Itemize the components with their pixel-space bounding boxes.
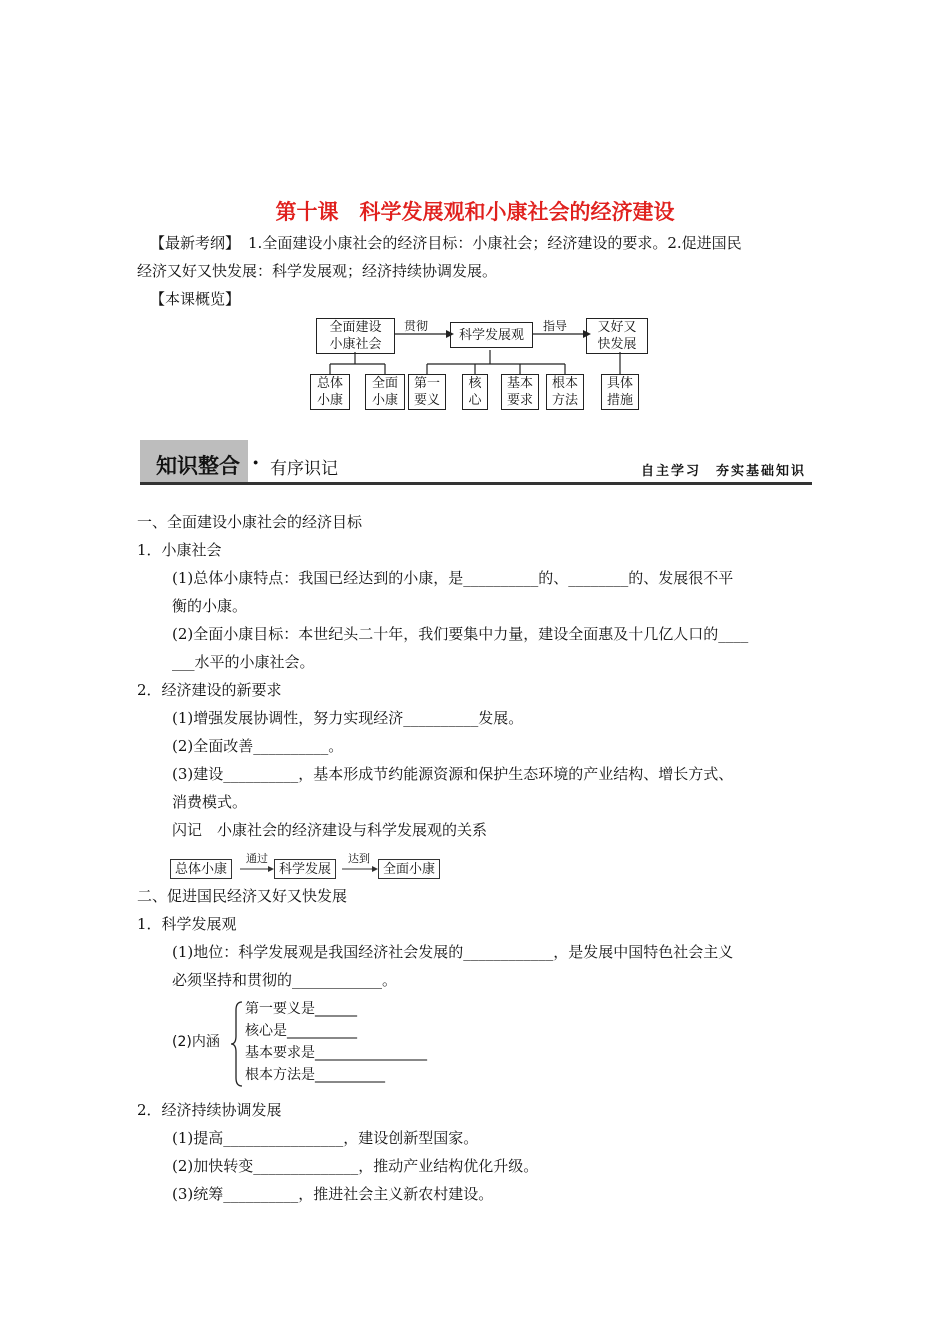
section-banner xyxy=(140,440,812,488)
section1-r3a: (3)建设__________，基本形成节约能源资源和保护生态环境的产业结构、增长方式、 xyxy=(172,765,734,783)
banner-right-text: 自主学习 夯实基础知识 xyxy=(640,464,806,479)
connotation-item-3: 基本要求是________________ xyxy=(245,1045,427,1061)
overview-label: 【本课概览】 xyxy=(150,290,241,308)
section1-p2b: ___水平的小康社会。 xyxy=(172,653,315,671)
syllabus-line1 xyxy=(150,229,742,257)
flow-diagram xyxy=(170,850,450,882)
section2-item1: 1．科学发展观 xyxy=(137,915,237,933)
section2-c3: (3)统筹__________，推进社会主义新农村建设。 xyxy=(172,1185,494,1203)
syllabus-line2: 经济又好又快发展：科学发展观；经济持续协调发展。 xyxy=(137,262,498,280)
section2-p1b: 必须坚持和贯彻的____________。 xyxy=(172,971,398,989)
banner-underline xyxy=(140,482,812,485)
syllabus-label: 【最新考纲】 xyxy=(150,234,241,252)
flow-box-full: 全面小康 xyxy=(378,859,440,879)
box-good-fast-dev: 又好又 快发展 xyxy=(586,318,648,354)
flow-box-scientific: 科学发展 xyxy=(274,859,336,879)
section1-r2: (2)全面改善__________。 xyxy=(172,737,344,755)
connotation-item-2: 核心是__________ xyxy=(245,1023,357,1039)
section1-p2a: (2)全面小康目标：本世纪头二十年，我们要集中力量，建设全面惠及十几亿人口的____ xyxy=(172,625,749,643)
connotation-block xyxy=(172,996,492,1092)
section1-p1b: 衡的小康。 xyxy=(172,597,248,615)
section1-flash: 闪记 小康社会的经济建设与科学发展观的关系 xyxy=(172,821,488,839)
overview-diagram xyxy=(300,312,660,422)
section2-item2: 2．经济持续协调发展 xyxy=(137,1101,282,1119)
brace-icon xyxy=(230,1000,244,1088)
flow-box-overall: 总体小康 xyxy=(170,859,232,879)
banner-sub-text: 有序识记 xyxy=(270,459,338,479)
box-scientific-outlook: 科学发展观 xyxy=(450,322,533,348)
box-specific-measures: 具体 措施 xyxy=(601,374,639,410)
box-full-xiaokang: 全面 小康 xyxy=(365,374,405,410)
section2-p1a: (1)地位：科学发展观是我国经济社会发展的____________，是发展中国特色社会主义 xyxy=(172,943,734,961)
section1-item2: 2．经济建设的新要求 xyxy=(137,681,282,699)
syllabus-text-1: 1.全面建设小康社会的经济目标：小康社会；经济建设的要求。2.促进国民 xyxy=(248,234,742,252)
box-basic-requirement: 基本 要求 xyxy=(501,374,539,410)
banner-main-text: 知识整合 xyxy=(156,454,240,478)
section1-r3b: 消费模式。 xyxy=(172,793,248,811)
flow-label-through: 通过 xyxy=(246,852,268,865)
flow-label-reach: 达到 xyxy=(348,852,370,865)
box-core: 核 心 xyxy=(462,374,488,410)
box-build-xiaokang: 全面建设 小康社会 xyxy=(316,318,395,354)
box-overall-xiaokang: 总体 小康 xyxy=(310,374,350,410)
label-implement: 贯彻 xyxy=(404,319,429,333)
lesson-title: 第十课 科学发展观和小康社会的经济建设 xyxy=(275,200,675,224)
connotation-item-4: 根本方法是__________ xyxy=(245,1067,385,1083)
box-fundamental-method: 根本 方法 xyxy=(546,374,584,410)
box-first-principle: 第一 要义 xyxy=(408,374,446,410)
connotation-label: (2)内涵 xyxy=(172,1034,220,1050)
section1-item1: 1．小康社会 xyxy=(137,541,222,559)
section1-p1a: (1)总体小康特点：我国已经达到的小康，是__________的、________的、发展很不平 xyxy=(172,569,734,587)
section1-heading: 一、全面建设小康社会的经济目标 xyxy=(137,513,363,531)
section2-c1: (1)提高________________，建设创新型国家。 xyxy=(172,1129,479,1147)
section1-r1: (1)增强发展协调性，努力实现经济__________发展。 xyxy=(172,709,524,727)
banner-dot: · xyxy=(252,450,260,475)
section2-c2: (2)加快转变______________，推动产业结构优化升级。 xyxy=(172,1157,539,1175)
connotation-item-1: 第一要义是______ xyxy=(245,1001,357,1017)
section2-heading: 二、促进国民经济又好又快发展 xyxy=(137,887,348,905)
label-guide: 指导 xyxy=(543,319,568,333)
